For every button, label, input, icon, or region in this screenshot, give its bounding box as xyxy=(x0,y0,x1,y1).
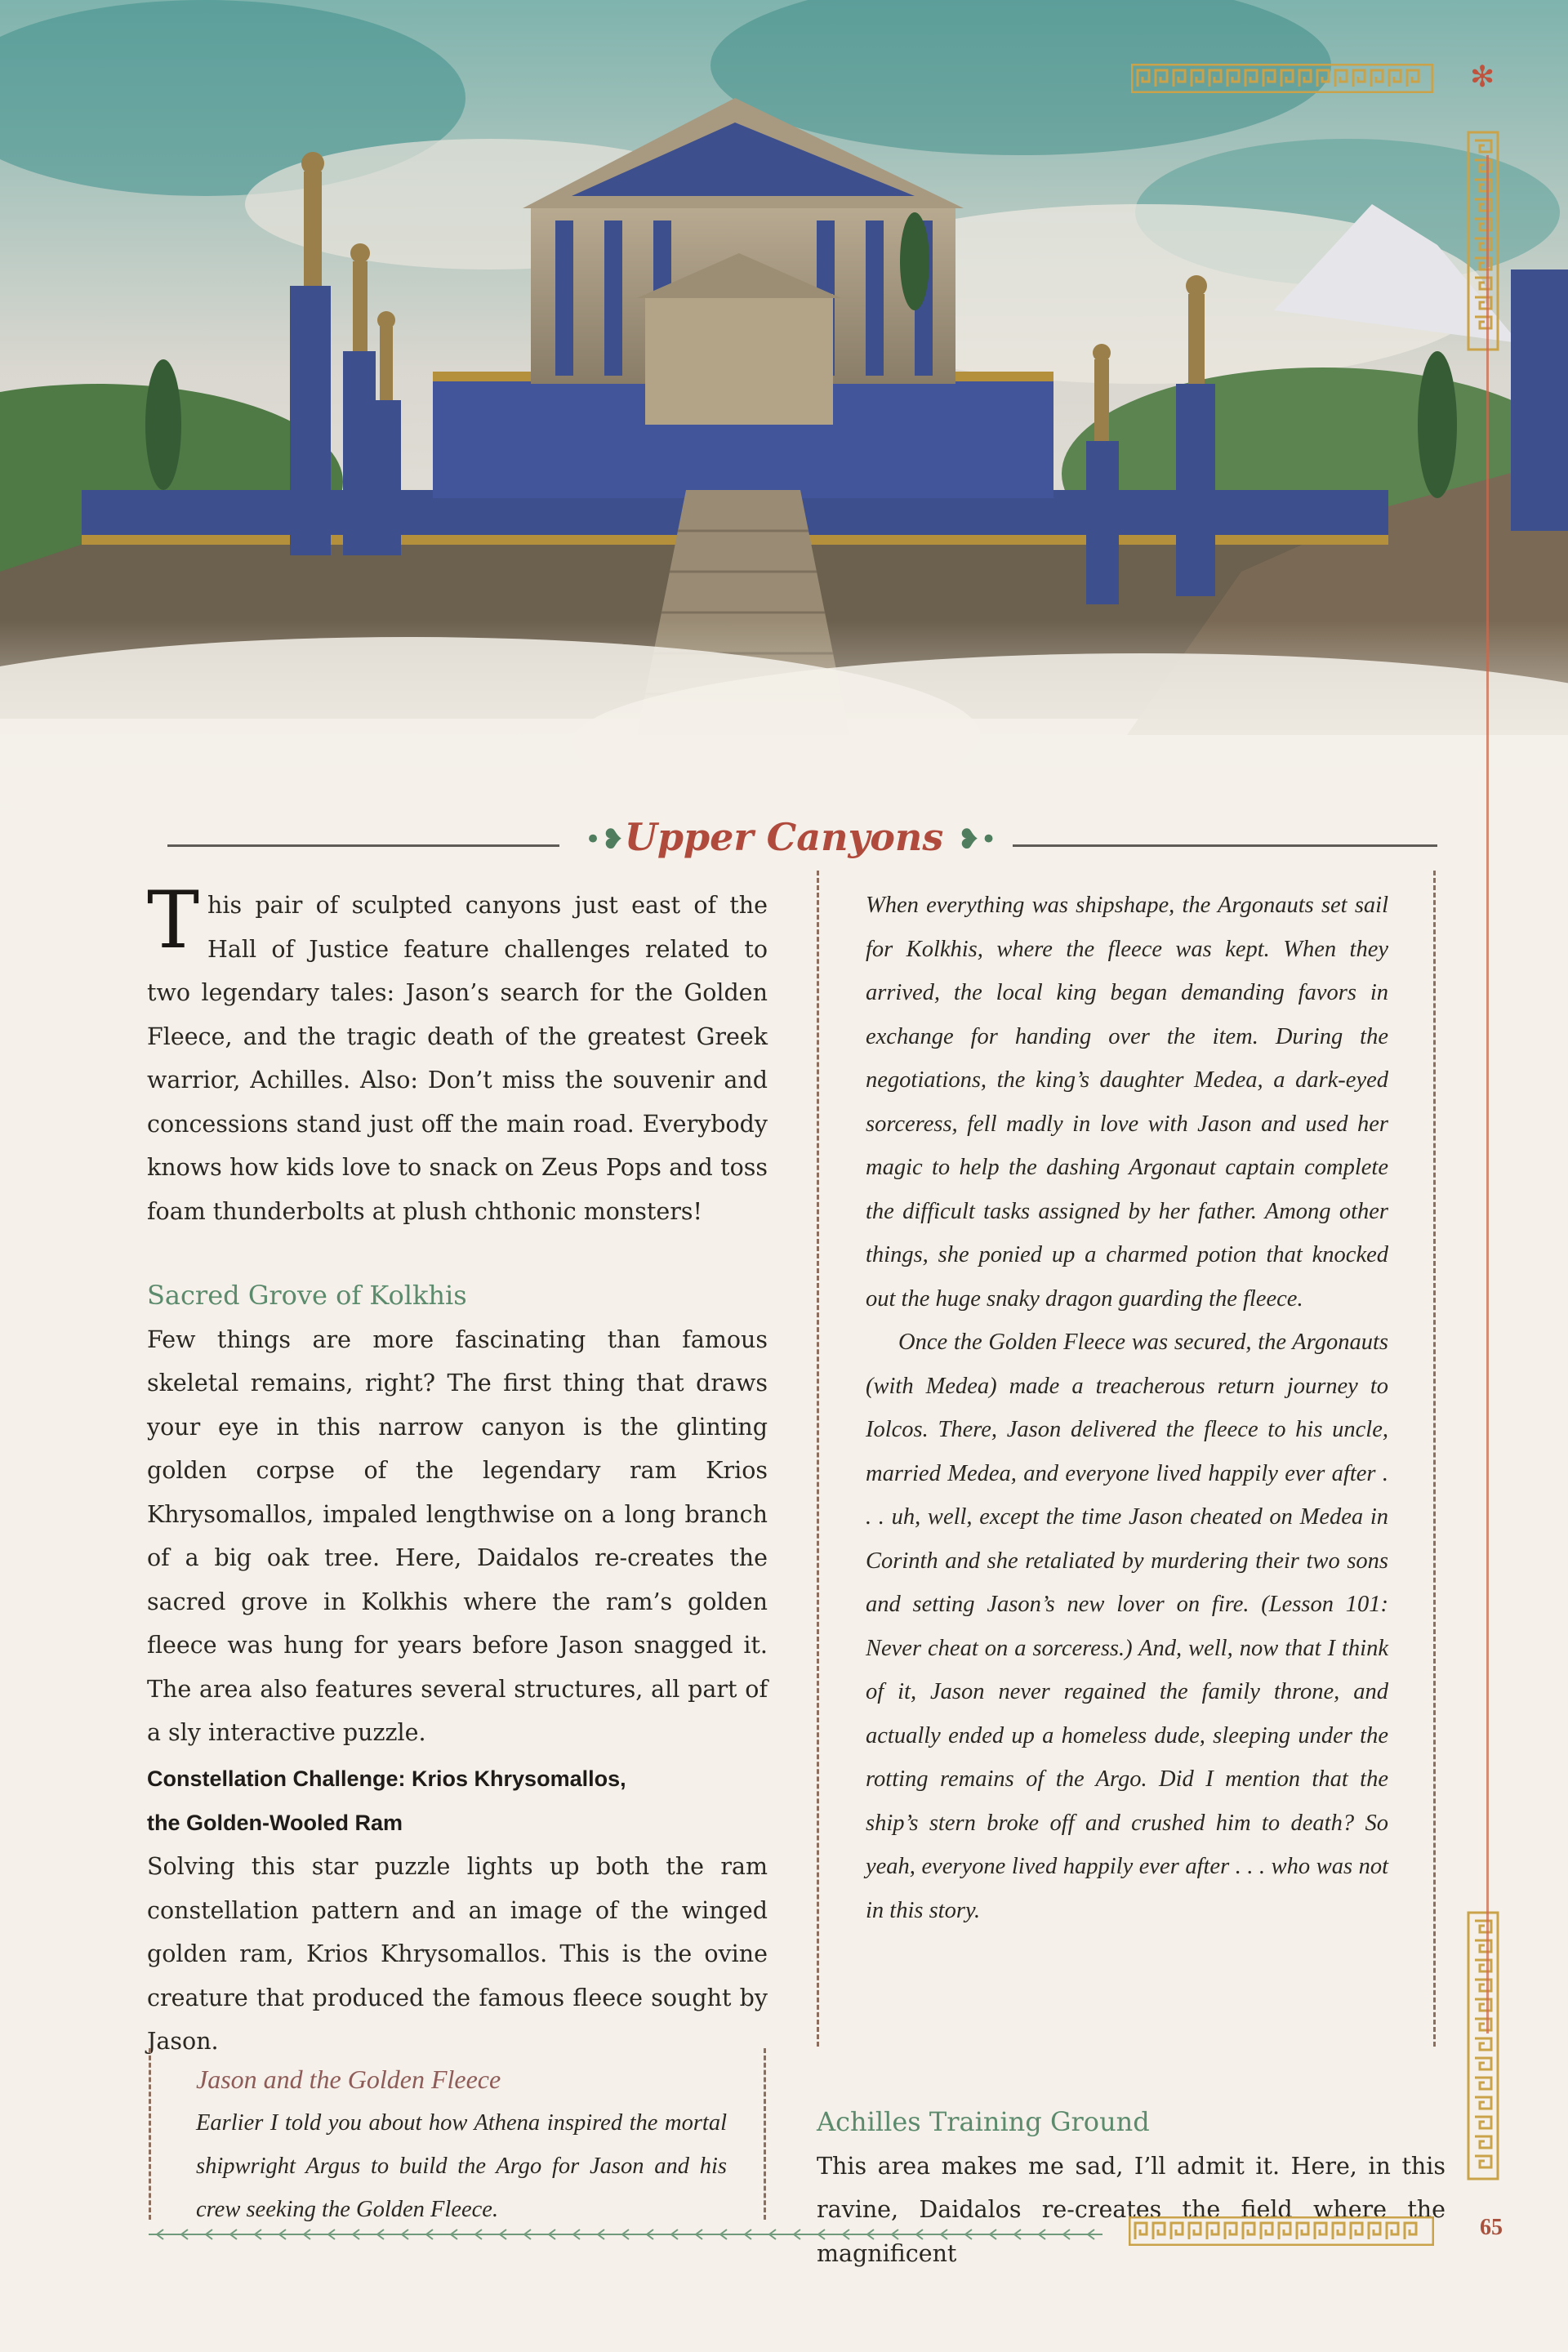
sidebar-start xyxy=(196,2058,727,2231)
sidebar-text-cont-p1: When everything was shipshape, the Argonauts set sail for Kolkhis, where the fleece was kept. When they arrived, the local king began demanding favors in exchange for handing over the item. During the negotiations, the king’s daughter Medea, a dark-eyed sorceress, fell madly in love with Jason and used her magic to help the dashing Argonaut captain complete the difficult tasks assigned by her father. Among other things, she ponied up a charmed potion that knocked out the huge snaky dragon guarding the fleece. xyxy=(866,893,1388,1312)
heading-rule-left xyxy=(167,844,559,847)
right-margin-rule xyxy=(1486,155,1489,2034)
challenge-text: Solving this star puzzle lights up both the ram constellation pattern and an image of the winged golden ram, Krios Khrysomallos. This is the ovine creature that produced the famous fleece sought by Jason. xyxy=(147,1853,768,2055)
hero-illustration xyxy=(0,0,1568,817)
sidebar-text-cont-p2: Once the Golden Fleece was secured, the Argonauts (with Medea) made a treacherous return journey to Iolcos. There, Jason delivered the fleece to his uncle, married Medea, and everyone lived happily ever after . . . uh, well, except the time Jason cheated on Medea in Corinth and she retaliated by murdering their two sons and setting Jason’s new lover on fire. (Lesson 101: Never cheat on a sorceress.) And, well, now that I think of it, Jason never regained the family throne, and actually ended up a homeless dude, sleeping under the rotting remains of the Argo. Did I mention that the ship’s stern broke off and crushed him to death? So yeah, everyone lived happily ever after . . . who was not in this story. xyxy=(866,1330,1388,1923)
meander-border-right-bottom-icon xyxy=(1467,1911,1499,2180)
challenge-heading-line1: Constellation Challenge: Krios Khrysomallos, xyxy=(147,1766,626,1791)
intro-text: his pair of sculpted canyons just east of the Hall of Justice feature challenges related to two legendary tales: Jason’s search for the Golden Fleece, and the tragic death of the greatest Greek warrior, Achilles. Also: Don’t miss the souvenir and concessions stand just off the main road. Everybody knows how kids love to snack on Zeus Pops and toss foam thunderbolts at plush chthonic monsters! xyxy=(147,892,768,1225)
sidebar-title: Jason and the Golden Fleece xyxy=(196,2065,501,2094)
sidebar-rule-left xyxy=(149,2048,151,2220)
drop-cap: T xyxy=(147,875,200,966)
achilles-heading: Achilles Training Ground xyxy=(817,2106,1150,2137)
sidebar-rule-right xyxy=(764,2048,766,2220)
grove-heading: Sacred Grove of Kolkhis xyxy=(147,1280,467,1311)
heading-rule-right xyxy=(1013,844,1437,847)
meander-border-top-icon xyxy=(1131,64,1433,93)
grove-section xyxy=(147,1274,768,1755)
sidebar-cont-rule-left xyxy=(817,871,819,2047)
footer-vine-rule xyxy=(149,2228,1102,2241)
heading-ornament-right-icon: ❥• xyxy=(957,823,997,856)
section-title: Upper Canyons xyxy=(624,815,944,859)
grove-text: Few things are more fascinating than famous skeletal remains, right? The first thing that draws your eye in this narrow canyon is the glinting golden corpse of the legendary ram Krios Khrysomallos, impaled lengthwise on a long branch of a big oak tree. Here, Daidalos re-creates the sacred grove in Kolkhis where the ram’s golden fleece was hung for years before Jason snagged it. The area also features several structures, all part of a sly interactive puzzle. xyxy=(147,1325,768,1746)
intro-paragraph xyxy=(147,875,768,1233)
challenge-heading-line2: the Golden-Wooled Ram xyxy=(147,1810,403,1835)
page-number: 65 xyxy=(1480,2215,1503,2240)
sidebar-continuation xyxy=(866,884,1388,1932)
temple-painting xyxy=(0,0,1568,817)
meander-border-right-top-icon xyxy=(1467,131,1499,351)
meander-border-footer-icon xyxy=(1129,2216,1434,2246)
flourish-icon: ✻ xyxy=(1470,60,1495,94)
sidebar-cont-rule-right xyxy=(1433,871,1436,2047)
achilles-section xyxy=(817,2100,1446,2275)
challenge-section xyxy=(147,1757,768,2064)
heading-ornament-left-icon: •❥ xyxy=(585,823,625,856)
sidebar-text-start: Earlier I told you about how Athena inspired the mortal shipwright Argus to build the Argo for Jason and his crew seeking the Golden Fleece. xyxy=(196,2110,727,2222)
achilles-text: This area makes me sad, I’ll admit it. Here, in this ravine, Daidalos re-creates the field where the magnificent xyxy=(817,2152,1446,2267)
